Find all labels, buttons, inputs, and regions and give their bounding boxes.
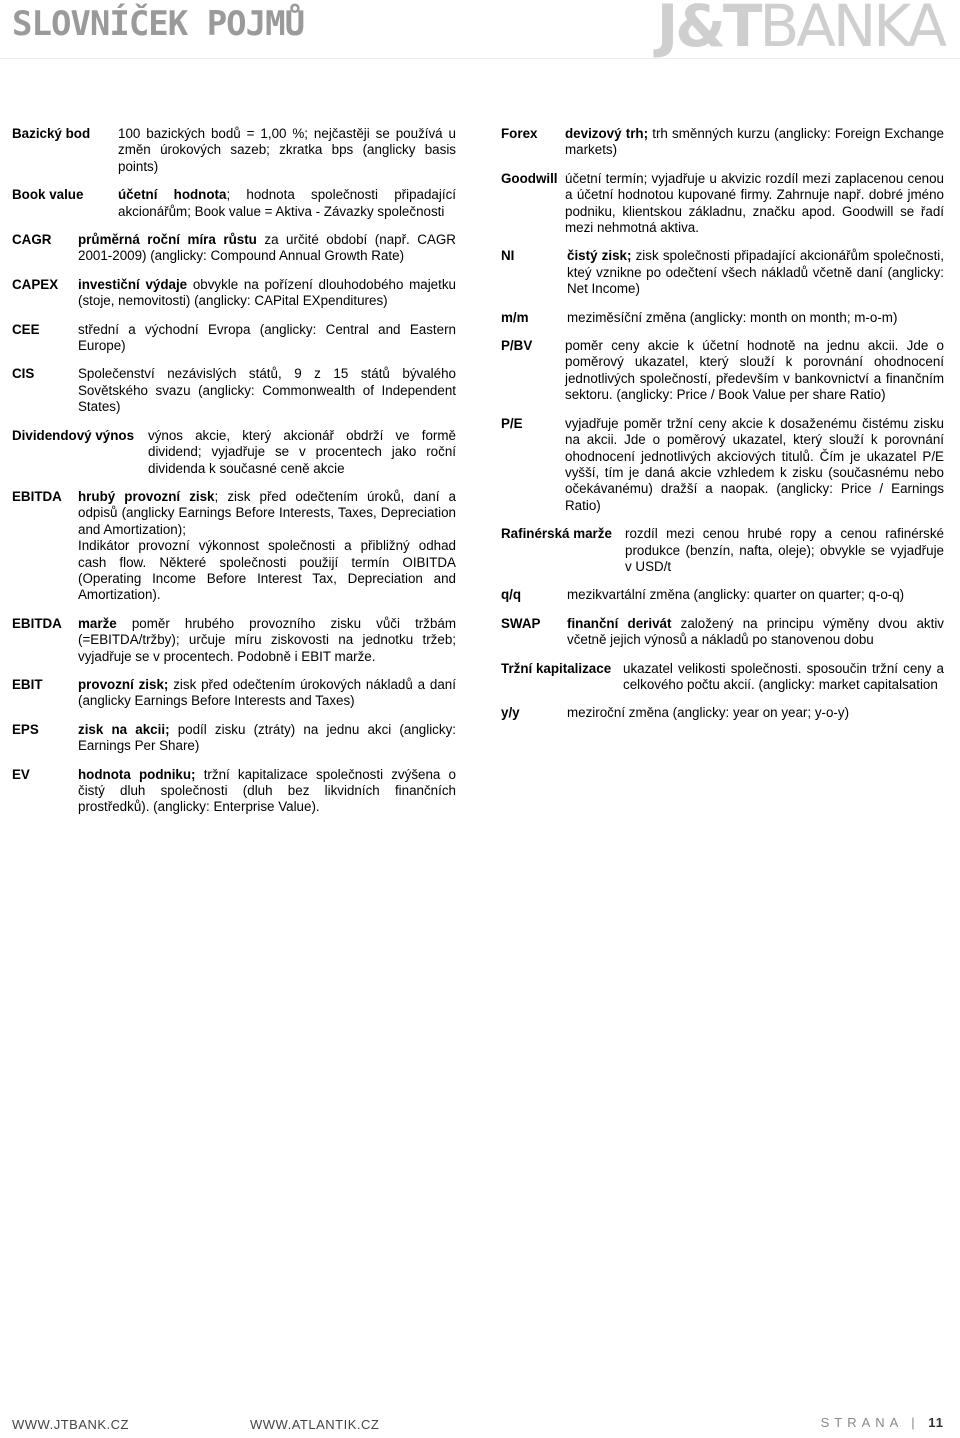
definition: meziroční změna (anglicky: year on year; y-o-y) xyxy=(567,705,850,721)
definition-text: ; zisk před odečtením úroků, daní a odpisů (anglicky Earnings Before Interests, Taxes, Depreciation and Amortization); xyxy=(78,488,456,537)
entry-rafinerska-marze xyxy=(501,526,944,575)
definition-bold: čistý zisk; xyxy=(567,248,632,264)
entry-ev xyxy=(12,767,456,816)
definition xyxy=(567,248,944,297)
term: Forex xyxy=(501,126,538,141)
term: EPS xyxy=(12,721,39,737)
entry-trzni-kapitalizace xyxy=(501,661,944,694)
definition: meziměsíční změna (anglicky: month on month; m-o-m) xyxy=(567,309,898,325)
term: y/y xyxy=(501,705,520,721)
definition: rozdíl mezi cenou hrubé ropy a cenou rafinérské produkce (benzín, nafta, oleje); obvykle se vyjadřuje v USD/t xyxy=(625,526,944,574)
definition xyxy=(78,616,456,665)
definition-text: podíl zisku (ztráty) na jednu akci (anglicky: Earnings Per Share) xyxy=(78,721,456,754)
page-header xyxy=(0,0,960,70)
jt-banka-logo xyxy=(657,0,944,60)
definition: ukazatel velikosti společnosti. sposoučin tržní ceny a celkového počtu akcií. (anglicky: market capitalsation xyxy=(623,660,944,692)
term: Book value xyxy=(12,187,84,203)
definition-bold: průměrná roční míra růstu xyxy=(78,232,257,248)
definition xyxy=(78,722,456,755)
entry-ni xyxy=(501,248,944,297)
definition: vyjadřuje poměr tržní ceny akcie k dosaženému čistému zisku na akcii. Jde o poměrový ukazatel, který slouží k porovnání ohodnocení jednotlivých akciových titulů. Čím je ukazatel P/E vyšší, tím je daná akcie vzhledem k zisku (současnému nebo očekávanému) dražší a naopak. (anglicky: Price / Earnings Ratio) xyxy=(565,415,944,513)
term: CEE xyxy=(12,321,40,337)
term: Bazický bod xyxy=(12,126,91,141)
entry-forex xyxy=(501,126,944,159)
term: CIS xyxy=(12,366,35,382)
entry-book-value xyxy=(12,187,456,220)
term: EBITDA xyxy=(12,488,62,504)
term: Dividendový výnos xyxy=(12,427,135,443)
logo-jt: J&T xyxy=(656,0,760,60)
entry-ebit xyxy=(12,677,456,710)
definition xyxy=(78,677,456,710)
entry-m-m xyxy=(501,310,944,326)
term: Rafinérská marže xyxy=(501,526,612,542)
definition-text: tržní kapitalizace společnosti zvýšena o čistý dluh společnosti (dluh bez likvidních finančních prostředků). (anglicky: Enterprise Value). xyxy=(78,766,456,815)
logo-banka: BANKA xyxy=(759,0,944,60)
definition-text: poměr hrubého provozního zisku vůči tržbám (=EBITDA/tržby); určuje míru ziskovosti na jednotku tržeb; vyjadřuje se v procentech. Podobně i EBIT marže. xyxy=(78,615,456,664)
definition-bold: devizový trh; xyxy=(565,126,649,141)
definition-text: za určité období (např. CAGR 2001-2009) (anglicky: Compound Annual Growth Rate) xyxy=(78,232,456,264)
definition-text: obvykle na pořízení dlouhodobého majetku (stoje, nemovitosti) (anglicky: CAPital EXpenditures) xyxy=(78,276,456,309)
definition xyxy=(118,187,456,220)
entry-y-y xyxy=(501,705,944,721)
definition: Společenství nezávislých států, 9 z 15 států bývalého Sovětského svazu (anglicky: Commonwealth of Independent States) xyxy=(78,366,456,415)
definition-text: založený na principu výměny dvou aktiv včetně jejich výnosů a nákladů po stanovenou dobu xyxy=(567,615,944,648)
definition: výnos akcie, který akcionář obdrží ve formě dividend; vyjadřuje se v procentech jako roční dividenda k současné ceně akcie xyxy=(148,427,456,476)
term: CAPEX xyxy=(12,276,59,292)
definition-bold: hrubý provozní zisk xyxy=(78,488,215,504)
definition-text: zisk před odečtením úrokových nákladů a daní (anglicky Earnings Before Interests and Taxes) xyxy=(78,676,456,709)
glossary-left-column xyxy=(12,126,456,828)
definition: mezikvartální změna (anglicky: quarter on quarter; q-o-q) xyxy=(567,587,905,603)
term: EBITDA xyxy=(12,615,62,631)
term: P/E xyxy=(501,415,523,431)
definition-bold: hodnota podniku; xyxy=(78,766,196,782)
term: Goodwill xyxy=(501,170,558,186)
definition xyxy=(565,126,944,159)
entry-capex xyxy=(12,277,456,310)
definition-bold: finanční derivát xyxy=(567,615,672,631)
link-jtbank[interactable]: WWW.JTBANK.CZ xyxy=(12,1417,129,1432)
term: m/m xyxy=(501,309,529,325)
entry-bazicky-bod xyxy=(12,126,456,175)
term: SWAP xyxy=(501,615,541,631)
header-divider xyxy=(0,58,960,59)
entry-eps xyxy=(12,722,456,755)
term: EV xyxy=(12,766,30,782)
entry-swap xyxy=(501,616,944,649)
term: q/q xyxy=(501,587,522,603)
page-number xyxy=(821,1415,944,1430)
definition-bold: zisk na akcii; xyxy=(78,721,170,737)
definition-text: zisk společnosti připadající akcionářům společnosti, kteý vznikne po odečtení všech nákladů včetně daní (anglicky: Net Income) xyxy=(567,248,944,297)
term: Tržní kapitalizace xyxy=(501,660,612,676)
definition: 100 bazických bodů = 1,00 %; nejčastěji se používá u změn úrokových sazeb; zkratka bps (anglicky basis points) xyxy=(118,126,456,174)
link-atlantik[interactable]: WWW.ATLANTIK.CZ xyxy=(250,1417,380,1432)
page-separator: | xyxy=(911,1415,920,1430)
definition xyxy=(78,489,456,538)
definition-bold: účetní hodnota xyxy=(118,187,227,203)
entry-cis xyxy=(12,366,456,415)
definition-bold: provozní zisk; xyxy=(78,676,169,692)
page-label: STRANA xyxy=(820,1415,903,1430)
definition-text: trh směnných kurzu (anglicky: Foreign Exchange markets) xyxy=(565,126,944,158)
definition: poměr ceny akcie k účetní hodnotě na jednu akcii. Jde o poměrový ukazatel, který slouží k porovnání ohodnocení jednotlivých společností, především v bankovnictví a finančním sektoru. (anglicky: Price / Book Value per share Ratio) xyxy=(565,338,944,403)
definition-bold: marže xyxy=(78,615,117,631)
definition-detail: Indikátor provozní výkonnost společnosti a přibližný odhad cash flow. Některé společnosti použijí termín OIBITDA (Operating Income Before Interest Tax, Depreciation and Amortization). xyxy=(78,538,456,603)
glossary-right-column xyxy=(501,126,944,734)
definition xyxy=(78,277,456,310)
definition xyxy=(78,232,456,265)
entry-goodwill xyxy=(501,171,944,237)
definition: střední a východní Evropa (anglicky: Central and Eastern Europe) xyxy=(78,321,456,354)
page-title: SLOVNÍČEK POJMŮ xyxy=(12,4,305,44)
definition-bold: investiční výdaje xyxy=(78,276,188,292)
definition xyxy=(78,767,456,816)
entry-dividendovy-vynos xyxy=(12,428,456,477)
term: P/BV xyxy=(501,338,533,354)
entry-cagr xyxy=(12,232,456,265)
term: EBIT xyxy=(12,676,43,692)
entry-p-bv xyxy=(501,338,944,404)
entry-q-q xyxy=(501,587,944,603)
entry-cee xyxy=(12,322,456,355)
entry-ebitda xyxy=(12,489,456,604)
term: CAGR xyxy=(12,232,52,248)
page-num: 11 xyxy=(928,1415,944,1430)
term: NI xyxy=(501,248,515,264)
definition-text: ; hodnota společnosti připadající akcionářům; Book value = Aktiva - Závazky společnosti xyxy=(118,187,456,219)
entry-ebitda-marze xyxy=(12,616,456,665)
entry-p-e xyxy=(501,416,944,514)
definition: účetní termín; vyjadřuje u akvizic rozdíl mezi zaplacenou cenou a účetní hodnotou kupované firmy. Zahrnuje např. dobré jméno podniku, klientskou základnu, značku apod. Goodwill se řadí mezi nehmotná aktiva. xyxy=(565,170,944,236)
definition xyxy=(567,616,944,649)
